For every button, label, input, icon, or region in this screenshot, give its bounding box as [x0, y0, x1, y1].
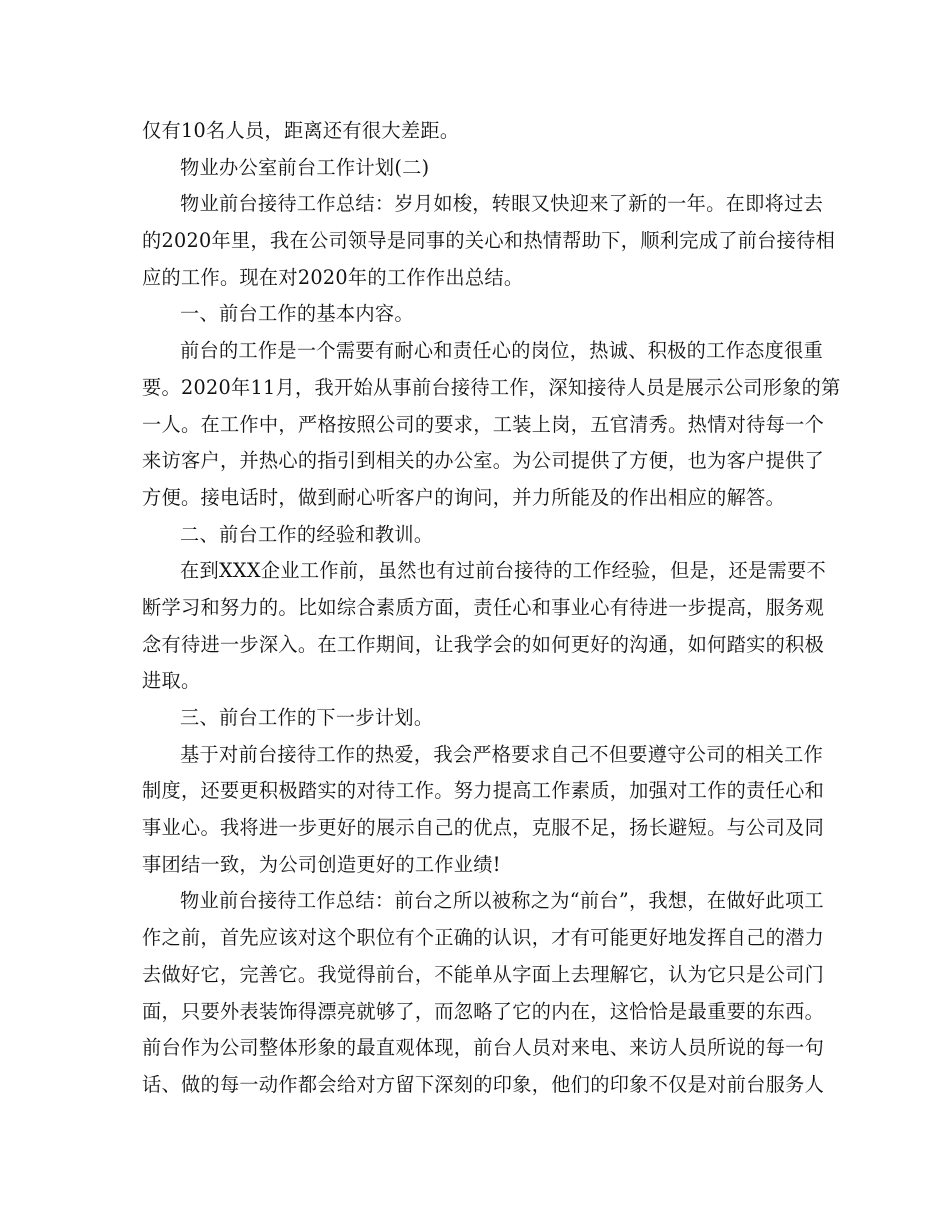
text-line: 作之前，首先应该对这个职位有个正确的认识，才有可能更好地发挥自己的潜力 — [142, 926, 825, 950]
text-line: 念有待进一步深入。在工作期间，让我学会的如何更好的沟通，如何踏实的积极 — [142, 632, 825, 656]
text-line: 方便。接电话时，做到耐心听客户的询问，并力所能及的作出相应的解答。 — [142, 485, 786, 509]
text-line: 前台的工作是一个需要有耐心和责任心的岗位，热诚、积极的工作态度很重 — [180, 339, 824, 363]
text-line: 进取。 — [142, 669, 201, 693]
text-line: 三、前台工作的下一步计划。 — [180, 706, 434, 729]
text-line: 制度，还要更积极踏实的对待工作。努力提高工作素质，加强对工作的责任心和 — [142, 779, 825, 803]
text-line: 在到XXX企业工作前，虽然也有过前台接待的工作经验，但是，还是需要不 — [180, 559, 826, 583]
text-line: 物业前台接待工作总结：前台之所以被称之为“前台”，我想，在做好此项工 — [180, 889, 824, 913]
text-line: 要。2020年11月，我开始从事前台接待工作，深知接待人员是展示公司形象的第 — [142, 375, 841, 399]
text-line: 应的工作。现在对2020年的工作作出总结。 — [142, 265, 524, 289]
text-line: 一、前台工作的基本内容。 — [180, 302, 414, 326]
text-line: 物业前台接待工作总结：岁月如梭，转眼又快迎来了新的一年。在即将过去 — [180, 192, 824, 216]
document-body — [142, 113, 841, 1104]
text-line: 断学习和努力的。比如综合素质方面，责任心和事业心有待进一步提高，服务观 — [142, 595, 825, 619]
text-line: 去做好它，完善它。我觉得前台，不能单从字面上去理解它，认为它只是公司门 — [142, 962, 825, 986]
text-line: 面，只要外表装饰得漂亮就够了，而忽略了它的内在，这恰恰是最重要的东西。 — [142, 999, 825, 1023]
text-line: 话、做的每一动作都会给对方留下深刻的印象，他们的印象不仅是对前台服务人 — [142, 1072, 825, 1096]
text-line: 的2020年里，我在公司领导是同事的关心和热情帮助下，顺利完成了前台接待相 — [142, 229, 836, 253]
text-line: 物业办公室前台工作计划(二) — [180, 155, 430, 179]
text-line: 事团结一致，为公司创造更好的工作业绩! — [142, 852, 501, 876]
text-line: 前台作为公司整体形象的最直观体现，前台人员对来电、来访人员所说的每一句 — [142, 1036, 825, 1060]
text-line: 事业心。我将进一步更好的展示自己的优点，克服不足，扬长避短。与公司及同 — [142, 816, 825, 840]
text-line: 一人。在工作中，严格按照公司的要求，工装上岗，五官清秀。热情对待每一个 — [142, 412, 825, 436]
text-line: 来访客户，并热心的指引到相关的办公室。为公司提供了方便，也为客户提供了 — [142, 449, 825, 473]
text-line: 仅有10名人员，距离还有很大差距。 — [142, 119, 460, 142]
text-line: 二、前台工作的经验和教训。 — [180, 522, 434, 546]
text-line: 基于对前台接待工作的热爱，我会严格要求自己不但要遵守公司的相关工作 — [180, 742, 824, 766]
